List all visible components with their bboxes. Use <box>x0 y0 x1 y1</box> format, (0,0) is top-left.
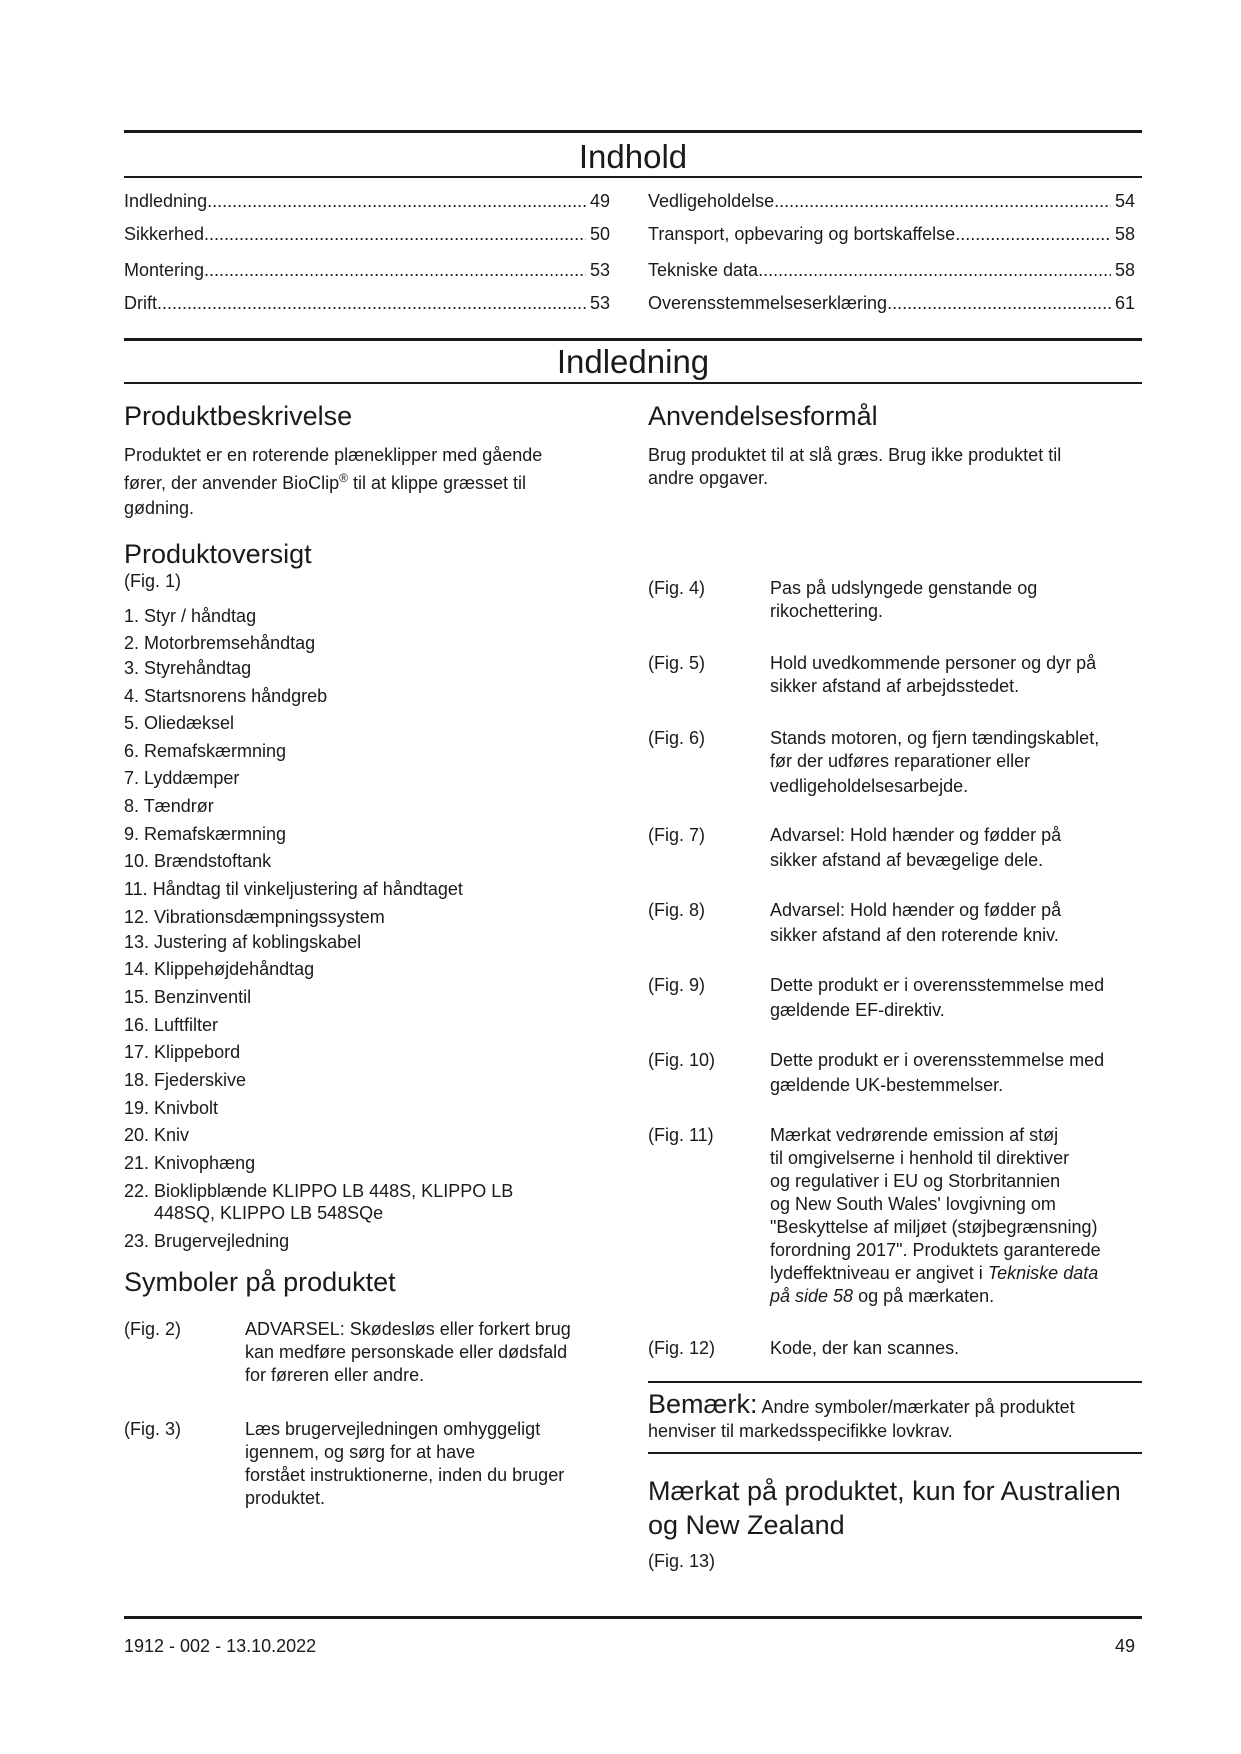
text-line: og New South Wales' lovgivning om <box>770 1194 1056 1214</box>
text-line: gældende UK-bestemmelser. <box>770 1075 1004 1095</box>
note-text: Andre symboler/mærkater på produktet <box>757 1397 1075 1417</box>
toc-entry[interactable] <box>648 292 1135 314</box>
list-item: 15. Benzinventil <box>124 987 252 1007</box>
text-line: sikker afstand af arbejdsstedet. <box>770 676 1020 696</box>
symbol-description <box>770 727 1142 798</box>
list-item: 2. Motorbremsehåndtag <box>124 633 316 653</box>
text-line: gødning. <box>124 498 195 518</box>
toc-entry-page: 61 <box>1114 293 1135 313</box>
text-line: kan medføre personskade eller dødsfald <box>245 1342 568 1362</box>
heading-line: og New Zealand <box>648 1510 845 1540</box>
text-line <box>770 1285 1142 1308</box>
toc-title: Indhold <box>578 138 688 175</box>
figure-ref: (Fig. 9) <box>648 975 706 995</box>
symbol-description <box>770 824 1142 872</box>
symbol-description <box>770 974 1142 1022</box>
symbol-description <box>770 899 1142 947</box>
text-line: "Beskyttelse af miljøet (støjbegrænsning) <box>770 1217 1098 1237</box>
toc-top-rule <box>124 130 1142 133</box>
technical-data-link-page[interactable]: på side 58 <box>770 1286 854 1306</box>
text-line: igennem, og sørg for at have <box>245 1442 476 1462</box>
intended-use-heading: Anvendelsesformål <box>648 401 878 431</box>
toc-leader <box>204 259 586 281</box>
text-line: ADVARSEL: Skødesløs eller forkert brug <box>245 1319 571 1339</box>
list-item: 21. Knivophæng <box>124 1153 256 1173</box>
au-label-fig-ref: (Fig. 13) <box>648 1551 716 1571</box>
toc-leader <box>204 223 586 245</box>
list-item: 4. Startsnorens håndgreb <box>124 686 328 706</box>
list-item: 19. Knivbolt <box>124 1098 219 1118</box>
text-line: forordning 2017". Produktets garanterede <box>770 1240 1101 1260</box>
toc-leader <box>774 190 1111 212</box>
toc-entry[interactable] <box>648 259 1135 281</box>
text-line: rikochettering. <box>770 601 884 621</box>
list-item: 9. Remafskærmning <box>124 824 287 844</box>
technical-data-link[interactable]: Tekniske data <box>987 1263 1099 1283</box>
product-description-heading: Produktbeskrivelse <box>124 401 353 431</box>
figure-ref: (Fig. 5) <box>648 653 706 673</box>
text-line: henviser til markedsspecifikke lovkrav. <box>648 1421 953 1441</box>
toc-entry-label: Montering <box>124 260 205 280</box>
toc-entry[interactable] <box>124 292 610 314</box>
text-line: sikker afstand af den roterende kniv. <box>770 925 1059 945</box>
list-item: 12. Vibrationsdæmpningssystem <box>124 907 385 927</box>
list-item: 11. Håndtag til vinkeljustering af håndtaget <box>124 879 463 899</box>
footer-doc-code: 1912 - 002 - 13.10.2022 <box>124 1636 317 1656</box>
symbol-description <box>770 652 1142 698</box>
note-top-rule <box>648 1381 1142 1383</box>
toc-entry-page: 53 <box>589 293 610 313</box>
toc-entry-label: Sikkerhed <box>124 224 205 244</box>
toc-entry[interactable] <box>124 223 610 245</box>
toc-entry-page: 50 <box>589 224 610 244</box>
text-fragment: lydeffektniveau er angivet i <box>770 1263 988 1283</box>
figure-ref: (Fig. 11) <box>648 1125 714 1145</box>
toc-entry-label: Tekniske data <box>648 260 759 280</box>
text-line: for føreren eller andre. <box>245 1365 425 1385</box>
list-item: 20. Kniv <box>124 1125 190 1145</box>
text-line: Dette produkt er i overensstemmelse med <box>770 975 1105 995</box>
note-box <box>648 1391 1142 1442</box>
footer-page-number: 49 <box>1114 1636 1135 1656</box>
text-line: Dette produkt er i overensstemmelse med <box>770 1050 1105 1070</box>
figure-ref: (Fig. 7) <box>648 825 706 845</box>
list-item: 16. Luftfilter <box>124 1015 219 1035</box>
text-line: til omgivelserne i henhold til direktiver <box>770 1148 1070 1168</box>
symbols-heading: Symboler på produktet <box>124 1267 396 1297</box>
text-line: Pas på udslyngede genstande og <box>770 578 1038 598</box>
symbol-description <box>245 1318 615 1387</box>
toc-entry-label: Drift <box>124 293 157 313</box>
symbol-description <box>770 577 1142 623</box>
text-line: gældende EF-direktiv. <box>770 1000 945 1020</box>
toc-entry-page: 53 <box>589 260 610 280</box>
text-line: før der udføres reparationer eller <box>770 751 1031 771</box>
intro-top-rule <box>124 338 1142 341</box>
toc-entry[interactable] <box>648 223 1135 245</box>
toc-entry-label: Vedligeholdelse <box>648 191 775 211</box>
product-overview-heading: Produktoversigt <box>124 539 312 569</box>
toc-entry-page: 58 <box>1114 224 1135 244</box>
list-item: 13. Justering af koblingskabel <box>124 932 362 952</box>
toc-title-rule <box>124 176 1142 178</box>
figure-ref: (Fig. 12) <box>648 1338 716 1358</box>
toc-leader <box>758 259 1111 281</box>
product-overview-fig-ref: (Fig. 1) <box>124 571 182 591</box>
list-item: 18. Fjederskive <box>124 1070 247 1090</box>
toc-entry-label: Indledning <box>124 191 208 211</box>
intro-title: Indledning <box>556 343 710 380</box>
list-item: 3. Styrehåndtag <box>124 658 252 678</box>
footer-rule <box>124 1616 1142 1619</box>
product-description-text <box>124 444 614 520</box>
toc-leader <box>887 292 1111 314</box>
figure-ref: (Fig. 6) <box>648 728 706 748</box>
text-line: Advarsel: Hold hænder og fødder på <box>770 900 1062 920</box>
note-label: Bemærk: <box>648 1389 758 1419</box>
toc-entry-page: 49 <box>589 191 610 211</box>
list-item: 448SQ, KLIPPO LB 548SQe <box>154 1203 384 1223</box>
list-item: 17. Klippebord <box>124 1042 241 1062</box>
list-item: 8. Tændrør <box>124 796 214 816</box>
text-line: sikker afstand af bevægelige dele. <box>770 850 1044 870</box>
figure-ref: (Fig. 3) <box>124 1419 182 1439</box>
text-line: Hold uvedkommende personer og dyr på <box>770 653 1097 673</box>
text-line: Kode, der kan scannes. <box>770 1338 960 1358</box>
figure-ref: (Fig. 2) <box>124 1319 182 1339</box>
toc-entry[interactable] <box>124 190 610 212</box>
note-bottom-rule <box>648 1452 1142 1454</box>
text-line: Advarsel: Hold hænder og fødder på <box>770 825 1062 845</box>
text-line: og regulativer i EU og Storbritannien <box>770 1171 1061 1191</box>
text-line <box>770 1262 1142 1285</box>
toc-entry[interactable] <box>124 259 610 281</box>
text-line <box>124 467 614 495</box>
intended-use-text <box>648 444 1142 490</box>
toc-entry-page: 54 <box>1114 191 1135 211</box>
symbol-description <box>245 1418 615 1510</box>
toc-entry[interactable] <box>648 190 1135 212</box>
text-line: produktet. <box>245 1488 326 1508</box>
registered-mark: ® <box>339 471 348 485</box>
list-item: 14. Klippehøjdehåndtag <box>124 959 315 979</box>
intro-title-rule <box>124 382 1142 384</box>
toc-entry-page: 58 <box>1114 260 1135 280</box>
toc-leader <box>207 190 586 212</box>
text-fragment: til at klippe græsset til <box>347 473 527 493</box>
list-item: 7. Lyddæmper <box>124 768 240 788</box>
list-item: 22. Bioklipblænde KLIPPO LB 448S, KLIPPO LB <box>124 1181 514 1201</box>
text-line: Læs brugervejledningen omhyggeligt <box>245 1419 541 1439</box>
list-item: 10. Brændstoftank <box>124 851 272 871</box>
text-line: vedligeholdelsesarbejde. <box>770 776 969 796</box>
text-line: Mærkat vedrørende emission af støj <box>770 1125 1059 1145</box>
toc-entry-label: Transport, opbevaring og bortskaffelse <box>648 224 956 244</box>
text-line: Stands motoren, og fjern tændingskablet, <box>770 728 1100 748</box>
list-item: 1. Styr / håndtag <box>124 606 257 626</box>
heading-line: Mærkat på produktet, kun for Australien <box>648 1476 1121 1506</box>
figure-ref: (Fig. 4) <box>648 578 706 598</box>
figure-ref: (Fig. 10) <box>648 1050 716 1070</box>
text-line: Brug produktet til at slå græs. Brug ikke produktet til <box>648 445 1062 465</box>
list-item: 23. Brugervejledning <box>124 1231 290 1251</box>
symbol-description <box>770 1337 1142 1360</box>
text-line: Produktet er en roterende plæneklipper med gående <box>124 445 543 465</box>
toc-leader <box>157 292 586 314</box>
symbol-description <box>770 1049 1142 1097</box>
toc-entry-label: Overensstemmelseserklæring <box>648 293 888 313</box>
text-fragment: og på mærkaten. <box>853 1286 995 1306</box>
symbol-description <box>770 1124 1142 1308</box>
au-label-heading <box>648 1474 1121 1542</box>
text-line: forstået instruktionerne, inden du bruger <box>245 1465 565 1485</box>
text-line <box>648 1391 1142 1420</box>
list-item: 5. Oliedæksel <box>124 713 235 733</box>
text-line: andre opgaver. <box>648 468 769 488</box>
list-item: 6. Remafskærmning <box>124 741 287 761</box>
text-fragment: fører, der anvender BioClip <box>124 473 340 493</box>
figure-ref: (Fig. 8) <box>648 900 706 920</box>
toc-leader <box>955 223 1111 245</box>
